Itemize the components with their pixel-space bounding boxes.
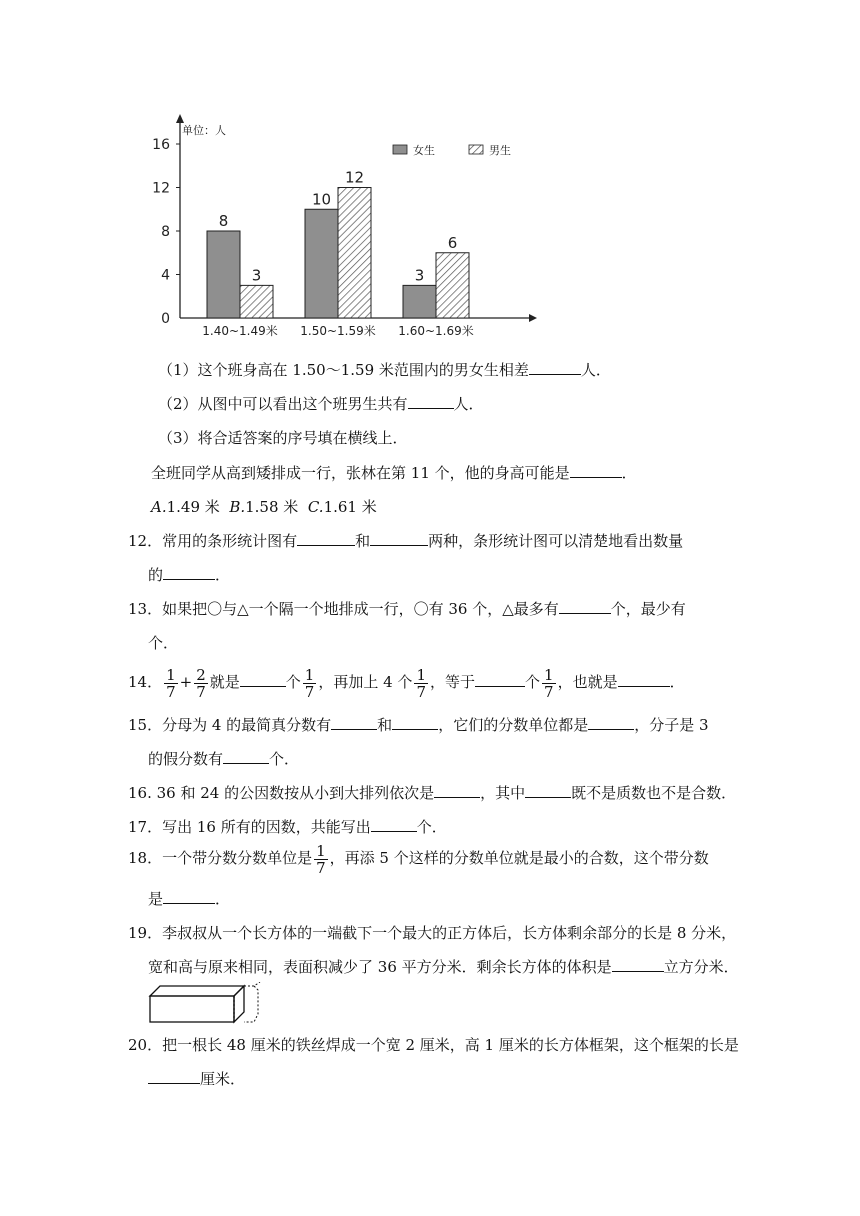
data-label: 3 <box>414 266 425 285</box>
answer-blank[interactable] <box>475 672 525 687</box>
y-tick-label: 12 <box>152 180 170 197</box>
numerator: 1 <box>416 665 426 684</box>
answer-blank[interactable] <box>588 715 634 730</box>
q15-text-b: 和 <box>377 716 393 734</box>
option-b: 1.58 米 <box>245 498 299 516</box>
q14-text: 个 <box>525 673 541 691</box>
q16-text-c: 既不是质数也不是合数． <box>571 784 737 802</box>
q11-part4-end: ． <box>621 464 637 482</box>
x-axis-arrow <box>529 314 537 322</box>
q15-text-e: 的假分数有 <box>148 750 224 768</box>
q16-text-b: ，其中 <box>480 784 526 802</box>
option-a: 1.49 米 <box>166 498 220 516</box>
q18-text-a: 18．一个带分数分数单位是 <box>128 849 313 867</box>
numerator: 1 <box>304 665 315 684</box>
bar-male <box>436 253 469 318</box>
numerator: 1 <box>316 841 326 860</box>
y-axis-arrow <box>176 114 184 123</box>
answer-blank[interactable] <box>559 599 611 614</box>
q11-part3-text: （3）将合适答案的序号填在横线上． <box>158 429 408 447</box>
denominator: 7 <box>304 682 315 701</box>
q20-line1 <box>128 1034 739 1056</box>
legend-swatch-male <box>469 145 483 154</box>
legend-swatch-female <box>393 145 407 154</box>
q18-line1 <box>128 840 709 876</box>
numerator: 1 <box>166 665 176 684</box>
q14-number: 14． <box>128 673 163 691</box>
q11-part2 <box>158 393 484 415</box>
q12-text-e: ． <box>215 566 231 584</box>
q17-text-b: 个． <box>416 818 447 836</box>
fraction <box>303 667 317 700</box>
denominator: 7 <box>166 682 176 701</box>
answer-blank[interactable] <box>331 715 377 730</box>
q20-line2 <box>148 1068 245 1090</box>
q18-text-d: ． <box>215 890 231 908</box>
y-tick-label: 4 <box>161 267 170 284</box>
category-label: 1.40~1.49米 <box>202 324 278 338</box>
y-tick-label: 16 <box>152 137 170 153</box>
category-label: 1.60~1.69米 <box>398 324 474 338</box>
q15-text-a: 15．分母为 4 的最简真分数有 <box>128 716 332 734</box>
q19-text-b: 宽和高与原来相同，表面积减少了 36 平方分米．剩余长方体的体积是 <box>148 958 612 976</box>
q18-text-c: 是 <box>148 890 164 908</box>
denominator: 7 <box>196 682 206 701</box>
q19-line2 <box>148 956 739 978</box>
fraction <box>542 667 556 700</box>
fraction <box>164 667 178 700</box>
q12-text-c: 两种，条形统计图可以清楚地看出数量 <box>428 532 684 550</box>
q20-text-b: 厘米． <box>200 1070 246 1088</box>
q17-line <box>128 816 447 838</box>
answer-blank[interactable] <box>392 715 438 730</box>
answer-blank[interactable] <box>240 672 286 687</box>
answer-blank[interactable] <box>371 817 417 832</box>
data-label: 10 <box>311 190 332 209</box>
fraction <box>314 843 328 876</box>
q12-text-d: 的 <box>148 566 164 584</box>
q14-text: ，等于 <box>429 673 475 691</box>
answer-blank[interactable] <box>612 957 664 972</box>
q12-text-a: 12．常用的条形统计图有 <box>128 532 298 550</box>
cube-dash-top <box>244 982 260 986</box>
unit-label: 单位：人 <box>182 124 226 137</box>
answer-blank[interactable] <box>570 463 622 478</box>
q19-text-c: 立方分米． <box>663 958 739 976</box>
option-c: 1.61 米 <box>323 498 377 516</box>
q11-part1 <box>158 359 611 381</box>
q13-text-c: 个． <box>148 634 179 652</box>
q11-part2-text: （2）从图中可以看出这个班男生共有 <box>158 395 408 413</box>
answer-blank[interactable] <box>148 1069 200 1084</box>
cuboid-front-face <box>150 996 234 1022</box>
q11-part4 <box>151 462 637 484</box>
cuboid-figure <box>148 982 268 1028</box>
q19-line1 <box>128 922 736 944</box>
q14-text: ，再加上 4 个 <box>318 673 413 691</box>
q14-text: ． <box>669 673 685 691</box>
data-label: 8 <box>218 212 229 230</box>
answer-blank[interactable] <box>223 749 269 764</box>
answer-blank[interactable] <box>525 783 571 798</box>
bar-male <box>338 188 371 319</box>
q13-text-a: 13．如果把〇与△一个隔一个地排成一行，〇有 36 个，△最多有 <box>128 600 559 618</box>
q18-text-b: ，再添 5 个这样的分数单位就是最小的合数，这个带分数 <box>329 849 709 867</box>
cube-dash-side <box>244 986 258 1022</box>
q12-text-b: 和 <box>355 532 371 550</box>
answer-blank[interactable] <box>370 531 428 546</box>
q17-text-a: 17．写出 16 所有的因数，共能写出 <box>128 818 371 836</box>
answer-blank[interactable] <box>529 360 581 375</box>
data-label: 3 <box>251 266 262 285</box>
cuboid-side-face <box>234 986 244 1022</box>
answer-blank[interactable] <box>434 783 480 798</box>
q13-line2 <box>148 632 178 654</box>
y-tick-label: 0 <box>161 311 170 327</box>
q11-options <box>151 496 377 518</box>
option-c-letter: C. <box>307 498 324 516</box>
data-label: 12 <box>344 168 365 187</box>
data-label: 6 <box>447 233 458 252</box>
q16-text-a: 16. 36 和 24 的公因数按从小到大排列依次是 <box>128 784 435 802</box>
q14-line <box>128 664 685 700</box>
q12-line1 <box>128 530 683 552</box>
denominator: 7 <box>544 682 554 701</box>
q15-text-c: ，它们的分数单位都是 <box>438 716 589 734</box>
option-a-letter: A. <box>151 498 167 516</box>
bar-male <box>240 285 273 318</box>
q14-text: 个 <box>285 673 301 691</box>
bar-female <box>305 209 338 318</box>
legend-label-female: 女生 <box>413 144 435 157</box>
q19-text-a: 19．李叔叔从一个长方体的一端截下一个最大的正方体后，长方体剩余部分的长是 8 分米， <box>128 924 737 942</box>
answer-blank[interactable] <box>297 531 355 546</box>
q16-line <box>128 782 736 804</box>
q13-text-b: 个，最少有 <box>610 600 686 618</box>
q11-part1-text: （1）这个班身高在 1.50～1.59 米范围内的男女生相差 <box>158 361 529 379</box>
denominator: 7 <box>416 682 426 701</box>
q20-text-a: 20．把一根长 48 厘米的铁丝焊成一个宽 2 厘米，高 1 厘米的长方体框架，这个框架的长是 <box>128 1036 739 1054</box>
q11-part3 <box>158 427 408 449</box>
plus-sign: + <box>179 673 193 691</box>
numerator: 2 <box>196 665 206 684</box>
q15-line2 <box>148 748 299 770</box>
cuboid-top-face <box>150 986 244 996</box>
fraction <box>194 667 208 700</box>
q12-line2 <box>148 564 230 586</box>
denominator: 7 <box>316 858 326 877</box>
q15-line1 <box>128 714 709 736</box>
height-bar-chart <box>150 108 550 343</box>
category-label: 1.50~1.59米 <box>300 324 376 338</box>
answer-blank[interactable] <box>618 672 670 687</box>
bar-female <box>207 231 240 318</box>
q14-text: ，也就是 <box>557 673 618 691</box>
answer-blank[interactable] <box>163 565 215 580</box>
q15-text-f: 个． <box>269 750 300 768</box>
q11-part1-end: 人． <box>580 361 611 379</box>
answer-blank[interactable] <box>163 889 215 904</box>
q13-line1 <box>128 598 686 620</box>
q11-part4-text: 全班同学从高到矮排成一行，张林在第 11 个，他的身高可能是 <box>151 464 570 482</box>
q15-text-d: ，分子是 3 <box>634 716 709 734</box>
q14-text: 就是 <box>209 673 240 691</box>
bar-female <box>403 285 436 318</box>
numerator: 1 <box>544 665 554 684</box>
answer-blank[interactable] <box>408 394 454 409</box>
q11-part2-end: 人． <box>453 395 484 413</box>
y-tick-label: 8 <box>161 224 170 240</box>
legend-label-male: 男生 <box>489 144 511 157</box>
fraction <box>414 667 428 700</box>
q18-line2 <box>148 888 230 910</box>
option-b-letter: B. <box>229 498 246 516</box>
